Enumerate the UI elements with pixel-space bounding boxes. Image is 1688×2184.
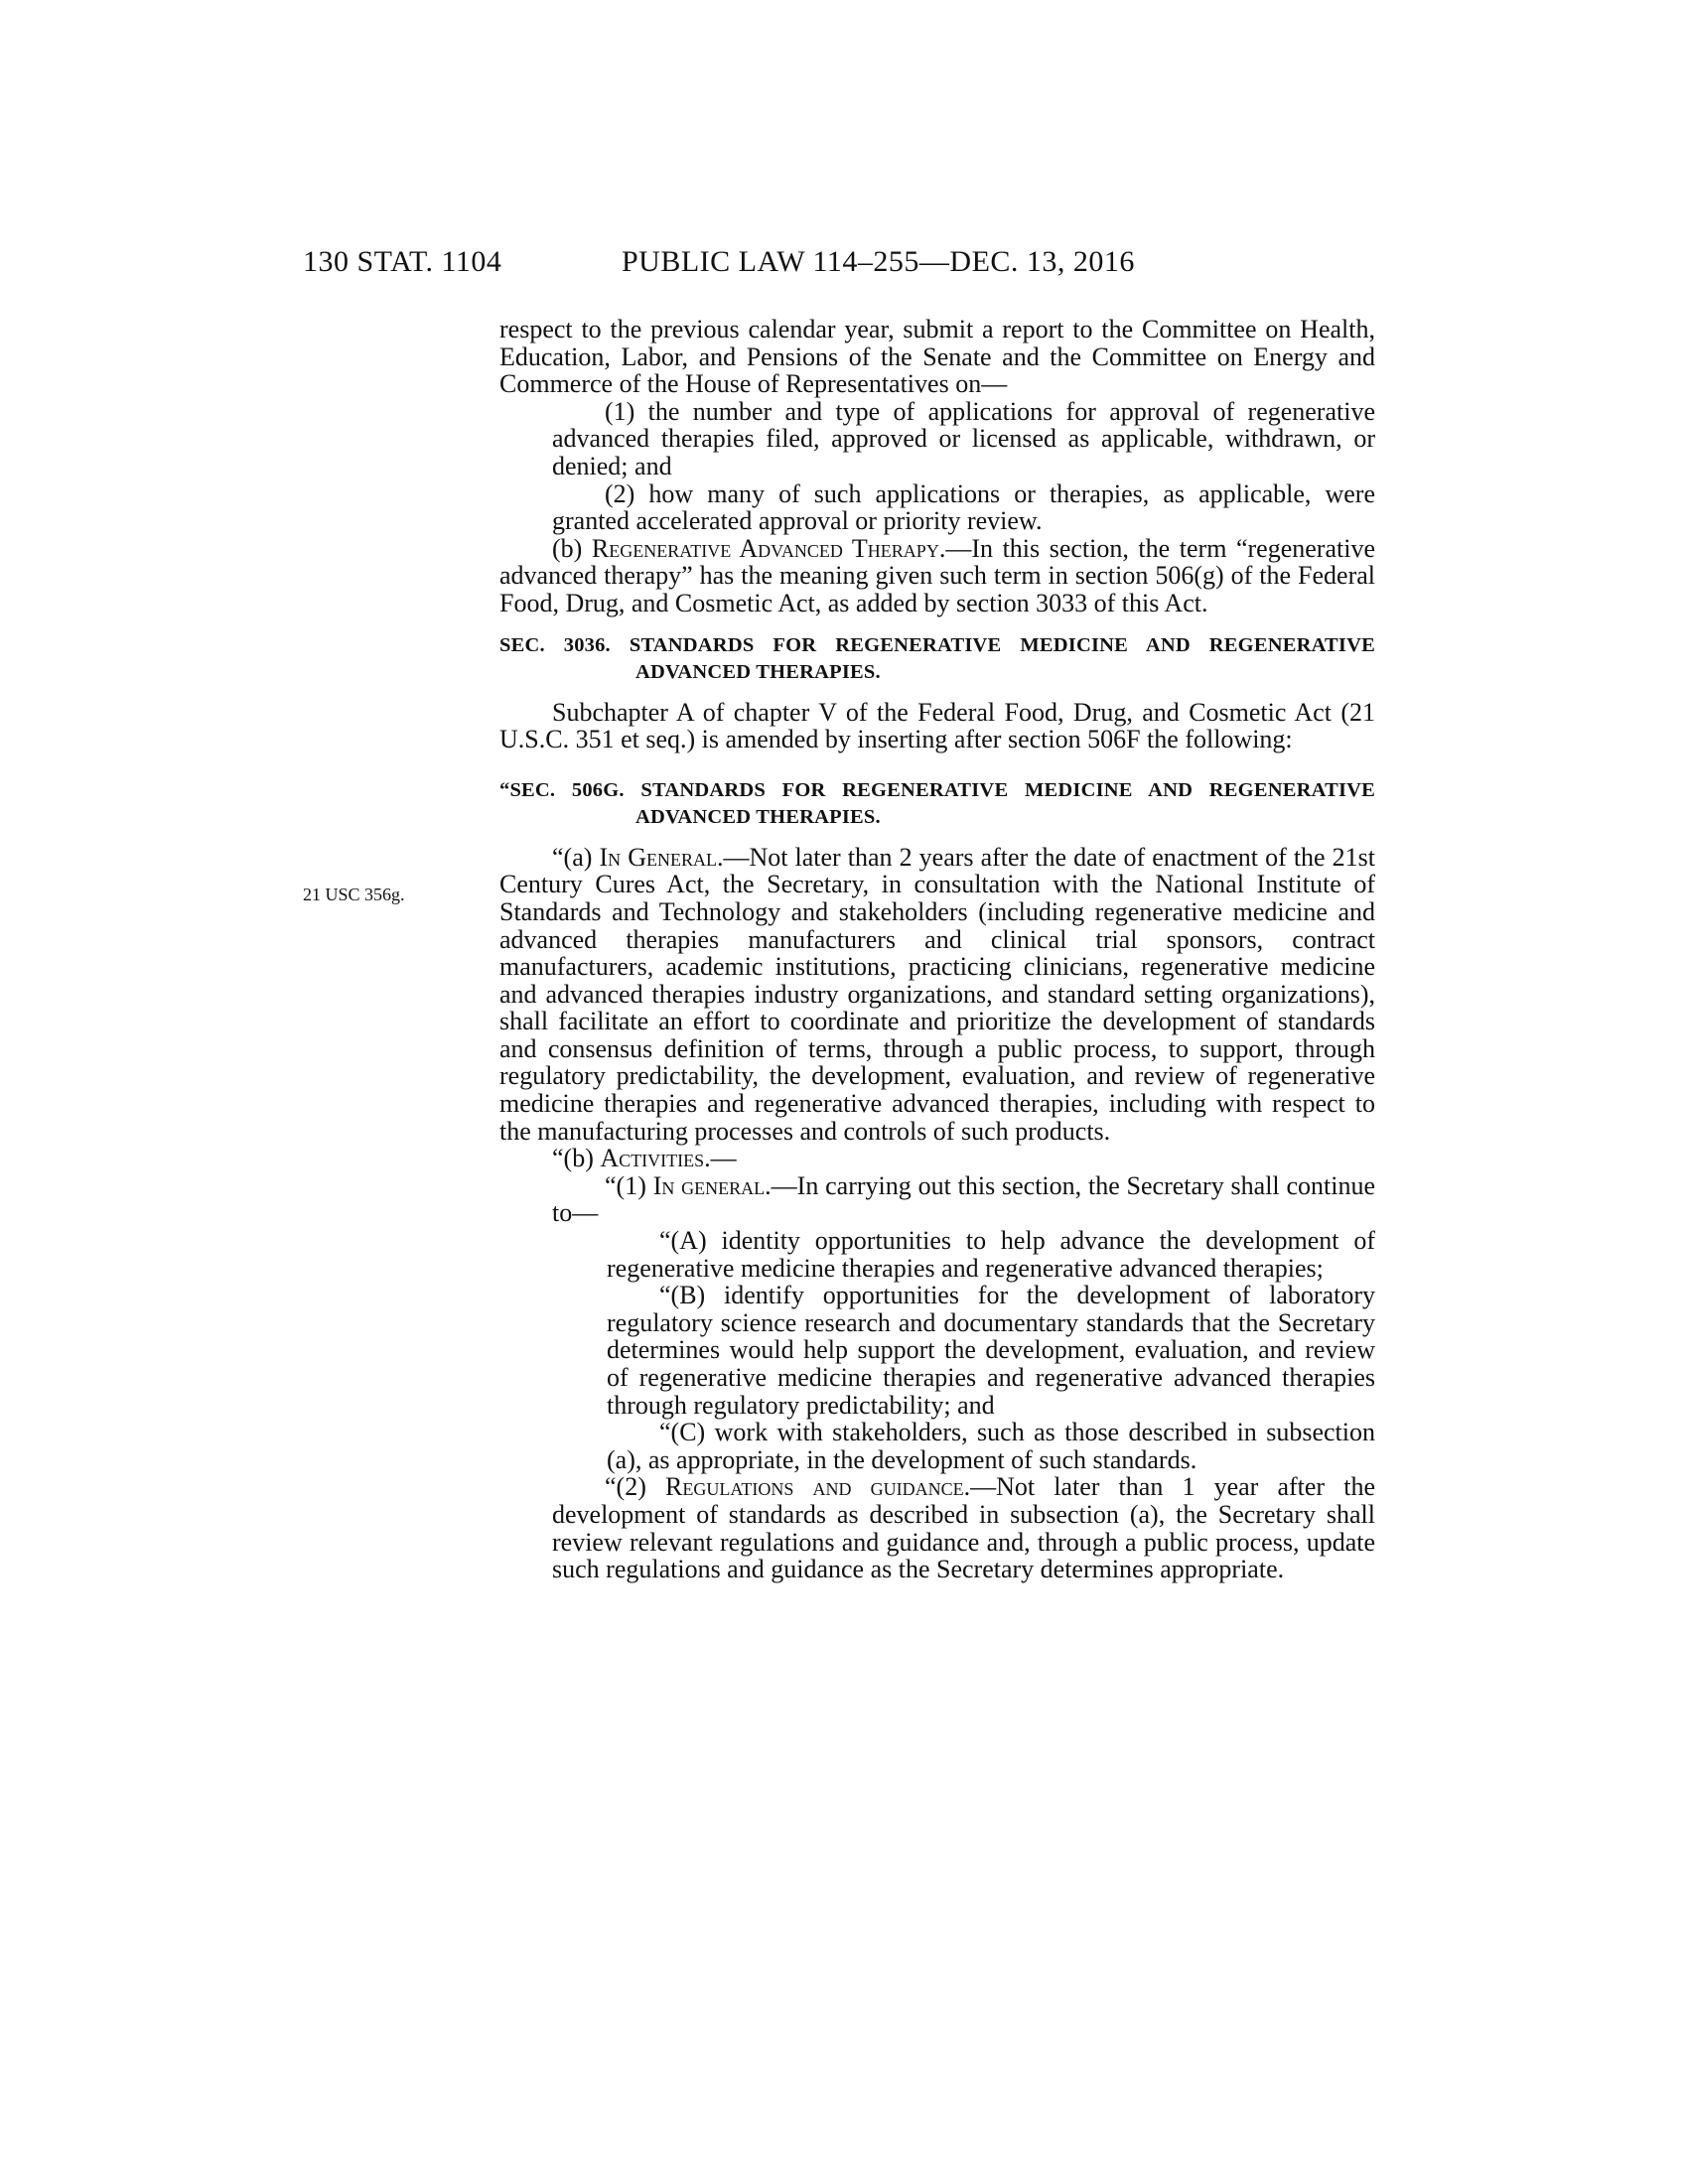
paragraph-506g-b-text: .—	[704, 1144, 737, 1173]
paragraph-506g-b1-heading: In general	[652, 1170, 766, 1200]
paragraph-506g-b1	[499, 1172, 1375, 1227]
paragraph-506g-b2-label: “(2)	[605, 1472, 665, 1502]
paragraph-506g-b1-A: “(A) identity opportunities to help advance the development of regenerative medicine therapies and regenerative advanced therapies;	[607, 1226, 1375, 1283]
paragraph-506g-a-label: “(a)	[552, 842, 600, 872]
paragraph-506g-b2-heading: Regulations and guidance	[665, 1472, 964, 1502]
running-header-title: PUBLIC LAW 114–255—DEC. 13, 2016	[622, 245, 1135, 278]
paragraph-506g-b1-text: .—In carrying out this section, the Secretary shall continue to—	[552, 1170, 1375, 1228]
paragraph-506g-b-label: “(b)	[552, 1144, 601, 1173]
section-3036-heading: SEC. 3036. STANDARDS FOR REGENERATIVE MEDICINE AND REGENERATIVE ADVANCED THERAPIES.	[499, 633, 1375, 683]
paragraph-506g-b	[499, 1145, 1375, 1172]
paragraph-b-definition	[499, 535, 1375, 617]
paragraph-506g-b1-B: “(B) identify opportunities for the development of laboratory regulatory science research and documentary standards that the Secretary determines would help support the development, evaluation, and review of regenerative medicine therapies and regenerative advanced therapies through regulatory predictability; and	[607, 1281, 1375, 1420]
statute-page-number: 130 STAT. 1104	[303, 245, 502, 278]
paragraph-amendment-intro: Subchapter A of chapter V of the Federal Food, Drug, and Cosmetic Act (21 U.S.C. 351 et seq.) is amended by inserting after section 506F the following:	[499, 697, 1375, 754]
paragraph-b-label: (b)	[552, 533, 592, 563]
paragraph-a2: (2) how many of such applications or therapies, as applicable, were granted accelerated approval or priority review.	[552, 478, 1375, 536]
margin-citation-note: 21 USC 356g.	[303, 885, 405, 904]
section-506g-heading: “SEC. 506G. STANDARDS FOR REGENERATIVE MEDICINE AND REGENERATIVE ADVANCED THERAPIES.	[499, 778, 1375, 828]
paragraph-intro: respect to the previous calendar year, submit a report to the Committee on Health, Education, Labor, and Pensions of the Senate and the Committee on Energy and Commerce of the House of Representatives on—	[499, 315, 1375, 399]
paragraph-b-heading: Regenerative Advanced Therapy	[591, 533, 939, 563]
paragraph-506g-b-heading: Activities	[600, 1144, 705, 1173]
paragraph-506g-b2	[499, 1473, 1375, 1582]
paragraph-a1: (1) the number and type of applications for approval of regenerative advanced therapies filed, approved or licensed as applicable, withdrawn, or denied; and	[552, 396, 1375, 480]
paragraph-506g-a	[499, 844, 1375, 1146]
paragraph-506g-b2-text: .—Not later than 1 year after the development of standards as described in subsection (a), the Secretary shall review relevant regulations and guidance and, through a public process, update such regulations and guidance as the Secretary determines appropriate.	[552, 1472, 1375, 1584]
paragraph-506g-b1-label: “(1)	[605, 1170, 653, 1200]
paragraph-506g-a-heading: In General	[599, 842, 717, 872]
paragraph-b-text: .—In this section, the term “regenerative advanced therapy” has the meaning given such term in section 506(g) of the Federal Food, Drug, and Cosmetic Act, as added by section 3033 of this Act.	[499, 533, 1375, 617]
paragraph-506g-b1-C: “(C) work with stakeholders, such as those described in subsection (a), as appropriate, in the development of such standards.	[607, 1418, 1375, 1474]
paragraph-506g-a-text: .—Not later than 2 years after the date of enactment of the 21st Century Cures Act, the Secretary, in consultation with the National Institute of Standards and Technology and stakeholders (including regenerative medicine and advanced therapies manufacturers and clinical trial sponsors, contract manufacturers, academic institutions, practicing clinicians, regenerative medicine and advanced therapies industry organizations, and standard setting organizations), shall facilitate an effort to coordinate and prioritize the development of standards and consensus definition of terms, through a public process, to support, through regulatory predictability, the development, evaluation, and review of regenerative medicine therapies and regenerative advanced therapies, including with respect to the manufacturing processes and controls of such products.	[499, 842, 1375, 1146]
body-text-column	[499, 316, 1375, 1583]
